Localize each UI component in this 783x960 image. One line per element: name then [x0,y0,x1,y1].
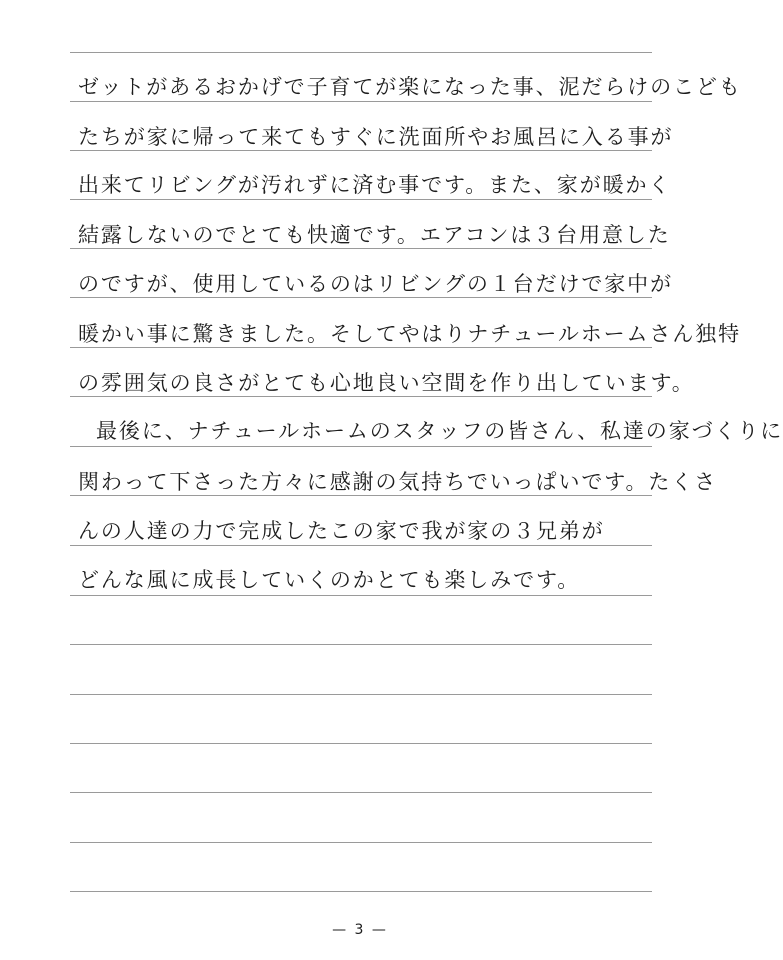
ruled-line [70,644,652,645]
ruled-line [70,891,652,892]
handwritten-line: 暖かい事に驚きました。そしてやはりナチュールホームさん独特 [78,322,742,346]
ruled-line [70,743,652,744]
ruled-line [70,52,652,53]
handwritten-line: 関わって下さった方々に感謝の気持ちでいっぱいです。たくさ [78,470,718,494]
handwritten-line: んの人達の力で完成したこの家で我が家の３兄弟が [78,519,605,543]
handwritten-line: 最後に、ナチュールホームのスタッフの皆さん、私達の家づくりに [96,419,783,443]
ruled-line [70,694,652,695]
page-number: — 3 — [332,922,388,938]
handwritten-line: 出来てリビングが汚れずに済む事です。また、家が暖かく [78,173,672,197]
ruled-line [70,842,652,843]
ruled-line [70,792,652,793]
handwritten-line: ゼットがあるおかげで子育てが楽になった事、泥だらけのこども [78,75,742,99]
handwritten-line: どんな風に成長していくのかとても楽しみです。 [78,568,581,592]
handwritten-line: たちが家に帰って来てもすぐに洗面所やお風呂に入る事が [78,125,674,149]
handwritten-line: の雰囲気の良さがとても心地良い空間を作り出しています。 [78,371,695,395]
handwritten-line: のですが、使用しているのはリビングの１台だけで家中が [78,272,673,296]
handwritten-line: 結露しないのでとても快適です。エアコンは３台用意した [78,223,671,247]
